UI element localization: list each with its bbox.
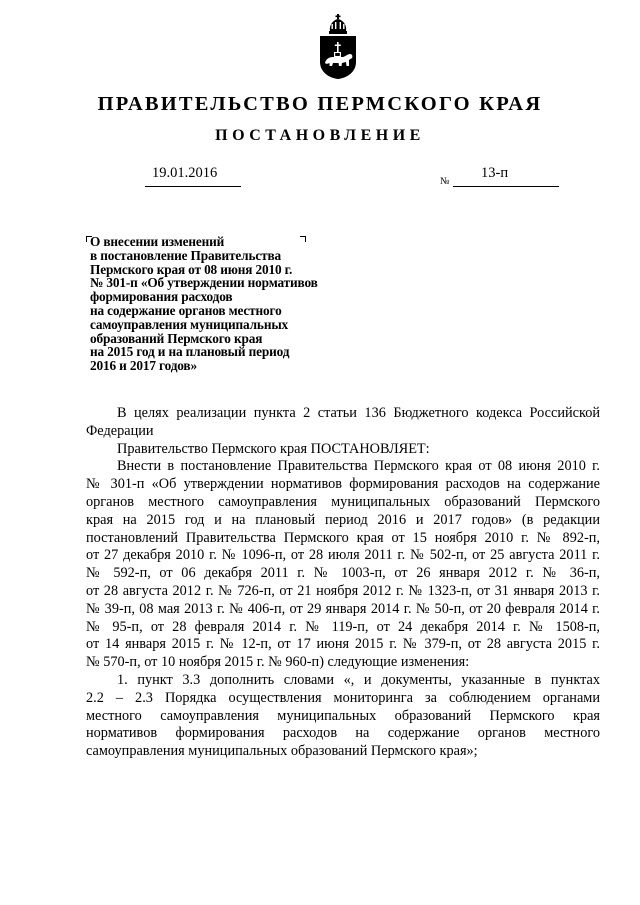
body-line: края на 2015 год и на плановый период 2016 и 2017 годов» (в редакции [86, 511, 600, 528]
body-line: Внести в постановление Правительства Пермского края от 08 июня 2010 г. [117, 458, 600, 475]
body-line: нормативов формирования расходов на содержание органов местного [86, 725, 600, 742]
subject-line: № 301-п «Об утверждении нормативов [90, 275, 318, 291]
document-subject [90, 235, 390, 373]
subject-line: самоуправления муниципальных [90, 316, 289, 332]
body-line: самоуправления муниципальных образований Пермского края»; [86, 743, 478, 760]
body-line: 2.2 – 2.3 Порядка осуществления мониторинга за соблюдением органами [86, 689, 600, 706]
body-line: В целях реализации пункта 2 статьи 136 Бюджетного кодекса Российской [117, 405, 600, 421]
body-line: постановлений Правительства Пермского края от 15 ноября 2010 г. № 892-п, [86, 529, 600, 546]
subject-line: образований Пермского края [90, 330, 263, 346]
subject-line: на содержание органов местного [90, 302, 282, 318]
date-underline [145, 186, 241, 187]
body-line: 1. пункт 3.3 дополнить словами «, и документы, указанные в пунктах [117, 671, 600, 688]
subject-line: на 2015 год и на плановый период [90, 344, 290, 360]
body-line: от 14 января 2015 г. № 12-п, от 17 июня 2015 г. № 379-п, от 28 августа 2015 г. [86, 636, 600, 653]
body-line: местного самоуправления муниципальных образований Пермского края [86, 707, 600, 724]
subject-line: в постановление Правительства [90, 247, 282, 263]
government-title: ПРАВИТЕЛЬСТВО ПЕРМСКОГО КРАЯ [97, 93, 543, 115]
body-line: от 28 августа 2012 г. № 726-п, от 21 ноября 2012 г. № 1323-п, от 31 января 2013 г. [86, 582, 600, 599]
subject-line: формирования расходов [90, 289, 233, 305]
perm-krai-coat-of-arms-icon [317, 14, 359, 80]
body-line: № 95-п, от 28 февраля 2014 г. № 119-п, от 24 декабря 2014 г. № 1508-п, [86, 618, 600, 635]
body-line: органов местного самоуправления муниципальных образований Пермского [86, 493, 600, 510]
number-sign: № [440, 176, 450, 187]
document-body [86, 405, 600, 761]
number-underline [453, 186, 559, 187]
subject-line: Пермского края от 08 июня 2010 г. [90, 261, 293, 277]
body-line: от 27 декабря 2010 г. № 1096-п, от 28 июля 2011 г. № 502-п, от 25 августа 2011 г. [86, 547, 600, 564]
subject-line: О внесении изменений [90, 234, 225, 249]
document-type: ПОСТАНОВЛЕНИЕ [215, 127, 425, 144]
body-line: № 39-п, 08 мая 2013 г. № 406-п, от 29 января 2014 г. № 50-п, от 20 февраля 2014 г. [86, 600, 600, 617]
subject-line: 2016 и 2017 годов» [90, 358, 197, 374]
body-line: № 570-п, от 10 ноября 2015 г. № 960-п) следующие изменения: [86, 654, 470, 671]
body-line: Правительство Пермского края ПОСТАНОВЛЯЕТ: [117, 440, 430, 457]
body-line: Федерации [86, 422, 154, 439]
body-line: № 592-п, от 06 декабря 2011 г. № 1003-п, от 26 января 2012 г. № 36-п, [86, 565, 600, 582]
body-line: № 301-п «Об утверждении нормативов формирования расходов на содержание [86, 476, 600, 493]
document-number: 13-п [481, 165, 509, 181]
document-date: 19.01.2016 [152, 165, 218, 181]
